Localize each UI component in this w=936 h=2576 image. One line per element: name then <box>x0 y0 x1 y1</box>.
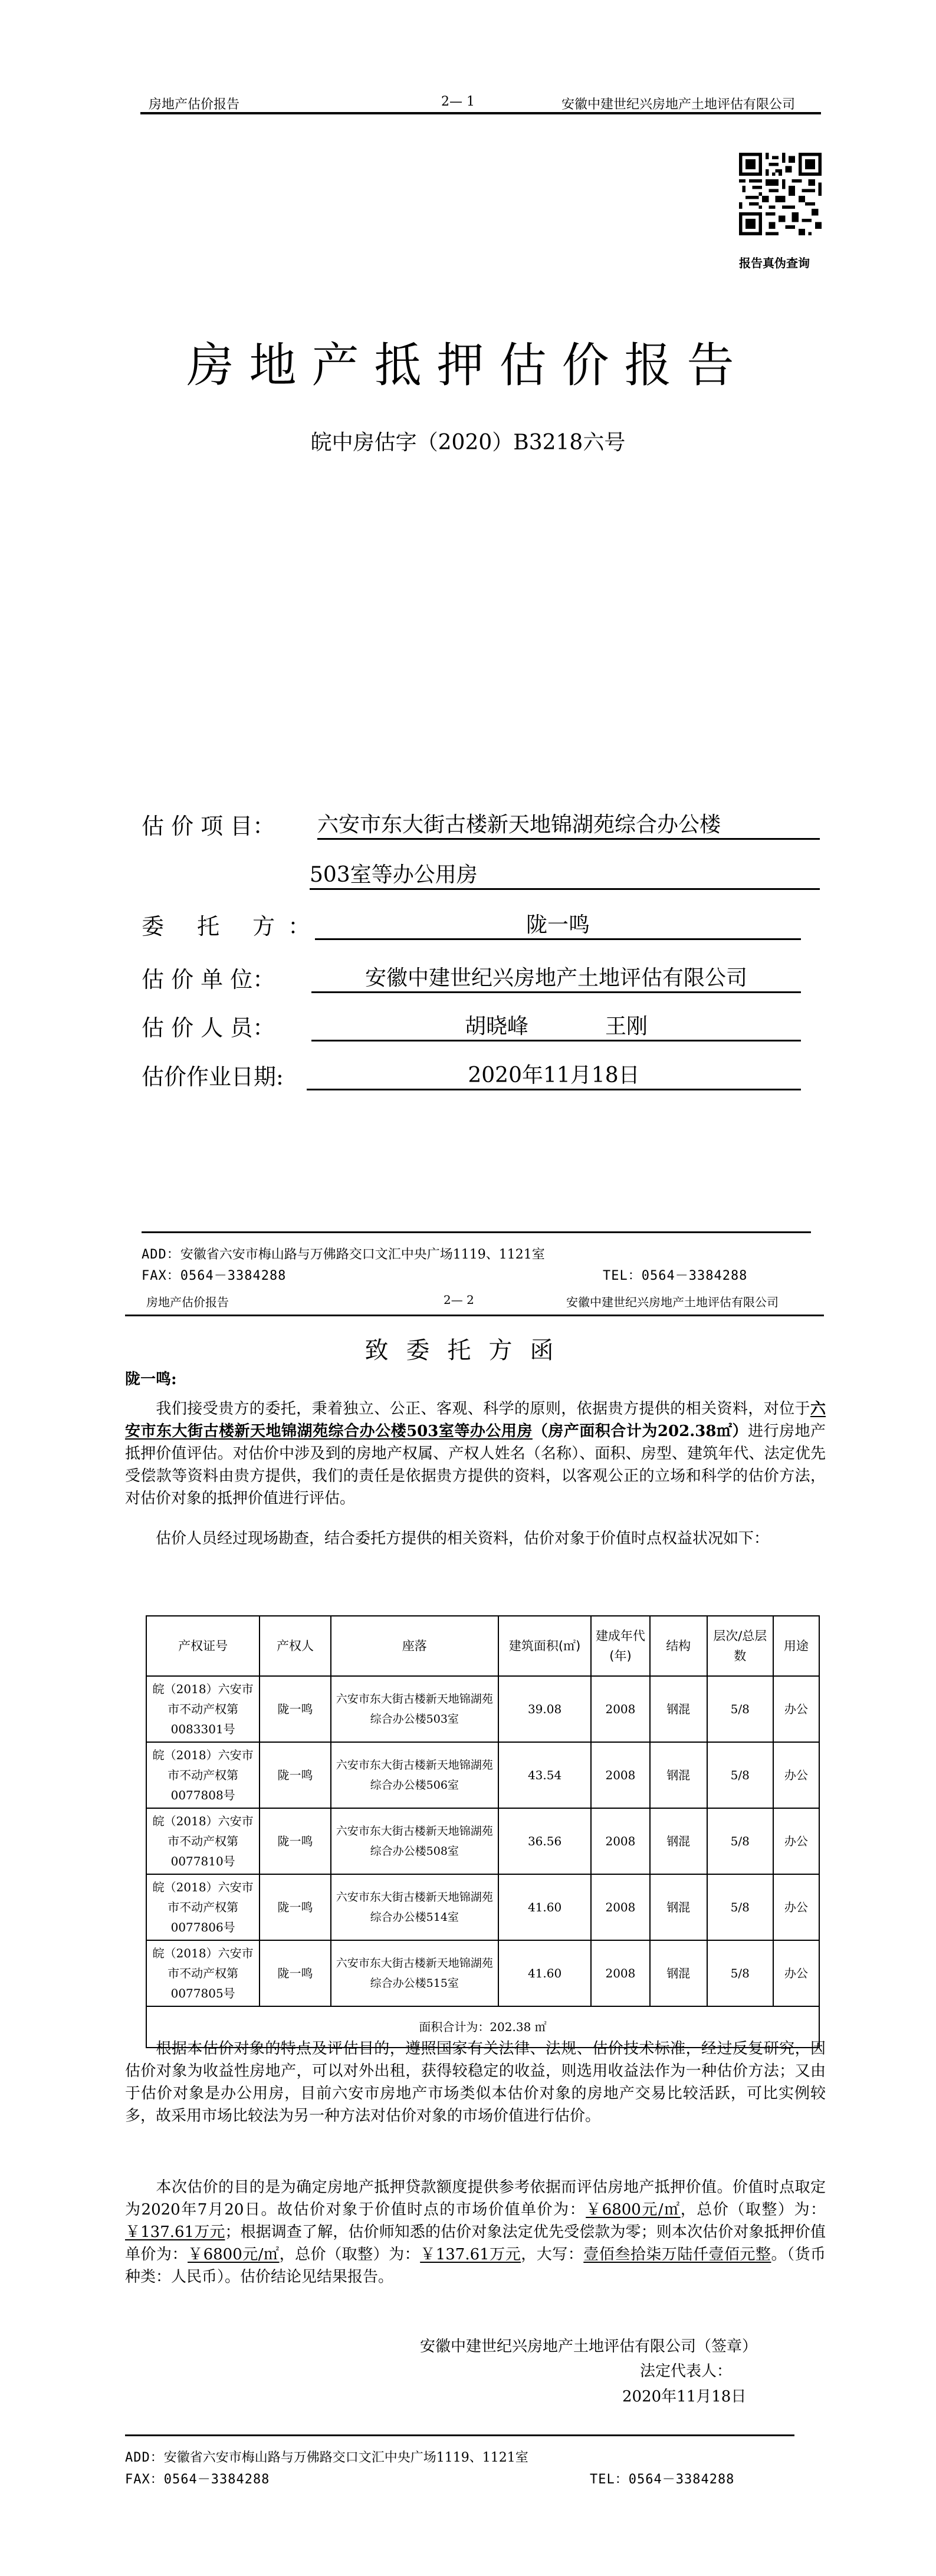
unit-value: 安徽中建世纪兴房地产土地评估有限公司 <box>311 961 801 993</box>
cell-year-built: 2008 <box>591 1742 649 1808</box>
cell-cert-number: 皖（2018）六安市市不动产权第0077808号 <box>146 1742 260 1808</box>
report-number: 皖中房估字（2020）B3218六号 <box>310 431 626 455</box>
footer-tel: TEL：0564－3384288 <box>603 1269 748 1283</box>
cell-year-built: 2008 <box>591 1940 649 2006</box>
cell-cert-number: 皖（2018）六安市市不动产权第0077810号 <box>146 1808 260 1874</box>
cell-cert-number: 皖（2018）六安市市不动产权第0083301号 <box>146 1676 260 1742</box>
header-page-number: 2— 1 <box>441 94 475 109</box>
cell-usage: 办公 <box>773 1676 819 1742</box>
cell-area: 36.56 <box>498 1808 591 1874</box>
cell-location: 六安市东大街古楼新天地锦湖苑综合办公楼506室 <box>331 1742 498 1808</box>
cell-year-built: 2008 <box>591 1676 649 1742</box>
header-left: 房地产估价报告 <box>146 1295 229 1309</box>
cell-floor: 5/8 <box>707 1874 773 1940</box>
cell-location: 六安市东大街古楼新天地锦湖苑综合办公楼503室 <box>331 1676 498 1742</box>
cell-area: 39.08 <box>498 1676 591 1742</box>
mortgage-total-price: ￥137.61万元 <box>420 2246 521 2263</box>
footer-fax: FAX：0564－3384288 <box>125 2472 270 2487</box>
cell-area: 41.60 <box>498 1874 591 1940</box>
qr-caption: 报告真伪查询 <box>739 256 810 270</box>
client-value: 陇一鸣 <box>315 908 801 940</box>
date-value: 2020年11月18日 <box>307 1059 801 1090</box>
property-table <box>146 1615 820 2048</box>
cell-floor: 5/8 <box>707 1940 773 2006</box>
report-title: 房地产抵押估价报告 <box>186 338 750 393</box>
address-label: ADD： <box>142 1247 180 1262</box>
p1-text-a: 我们接受贵方的委托，秉着独立、公正、客观、科学的原则，依据贵方提供的相关资料，对位于 <box>156 1400 810 1418</box>
cell-location: 六安市东大街古楼新天地锦湖苑综合办公楼508室 <box>331 1808 498 1874</box>
signature-company: 安徽中建世纪兴房地产土地评估有限公司（签章） <box>420 2338 758 2355</box>
col-header-owner: 产权人 <box>260 1616 330 1676</box>
header-left: 房地产估价报告 <box>149 97 240 112</box>
letter-title: 致委托方函 <box>364 1337 572 1364</box>
col-header-year: 建成年代(年) <box>591 1616 649 1676</box>
staff-label: 估 价 人 员： <box>142 1015 275 1041</box>
p4-text-b: ，总价（取整）为： <box>680 2201 826 2219</box>
staff-name-2: 王刚 <box>605 1014 648 1039</box>
cell-structure: 钢混 <box>650 1808 707 1874</box>
cell-cert-number: 皖（2018）六安市市不动产权第0077806号 <box>146 1874 260 1940</box>
address-value: 安徽省六安市梅山路与万佛路交口文汇中央广场1119、1121室 <box>163 2450 528 2465</box>
paragraph-1 <box>125 1398 826 1510</box>
cell-owner: 陇一鸣 <box>260 1808 330 1874</box>
footer-tel: TEL：0564－3384288 <box>590 2472 735 2487</box>
p4-text-e: ，大写： <box>521 2246 584 2263</box>
header-rule <box>140 112 821 114</box>
col-header-location: 座落 <box>331 1616 498 1676</box>
table-row <box>146 1940 819 2006</box>
cell-year-built: 2008 <box>591 1874 649 1940</box>
cell-owner: 陇一鸣 <box>260 1874 330 1940</box>
p4-text-d: ，总价（取整）为： <box>279 2246 421 2263</box>
address-value: 安徽省六安市梅山路与万佛路交口文汇中央广场1119、1121室 <box>180 1247 545 1262</box>
footer-fax: FAX：0564－3384288 <box>142 1269 287 1283</box>
cell-area: 41.60 <box>498 1940 591 2006</box>
date-label: 估价作业日期: <box>142 1064 284 1090</box>
cell-area: 43.54 <box>498 1742 591 1808</box>
cell-floor: 5/8 <box>707 1808 773 1874</box>
cell-location: 六安市东大街古楼新天地锦湖苑综合办公楼515室 <box>331 1940 498 2006</box>
paragraph-4 <box>125 2176 826 2288</box>
cell-owner: 陇一鸣 <box>260 1742 330 1808</box>
col-header-cert: 产权证号 <box>146 1616 260 1676</box>
paragraph-3 <box>125 2038 826 2127</box>
paragraph-2 <box>125 1527 826 1550</box>
cell-cert-number: 皖（2018）六安市市不动产权第0077805号 <box>146 1940 260 2006</box>
p2-text: 估价人员经过现场勘查，结合委托方提供的相关资料，估价对象于价值时点权益状况如下： <box>156 1530 770 1547</box>
staff-name-1: 胡晓峰 <box>464 1014 528 1039</box>
cell-structure: 钢混 <box>650 1742 707 1808</box>
footer-address <box>125 2447 528 2466</box>
cell-owner: 陇一鸣 <box>260 1940 330 2006</box>
cell-usage: 办公 <box>773 1874 819 1940</box>
cell-usage: 办公 <box>773 1940 819 2006</box>
table-row <box>146 1808 819 1874</box>
col-header-area: 建筑面积(㎡) <box>498 1616 591 1676</box>
signature-date: 2020年11月18日 <box>622 2388 747 2406</box>
cell-floor: 5/8 <box>707 1742 773 1808</box>
cell-usage: 办公 <box>773 1742 819 1808</box>
footer-rule <box>142 1231 811 1233</box>
signature-legal-rep: 法定代表人： <box>640 2363 733 2380</box>
p4-text-c: ；根据调查了解，估价师知悉的估价对象法定优先受偿款为零；则本次估价对象抵押价值单价为： <box>125 2223 826 2263</box>
header-rule <box>125 1315 824 1316</box>
market-unit-price: ￥6800元/㎡ <box>586 2201 681 2219</box>
project-label: 估 价 项 目： <box>142 813 275 839</box>
col-header-floor: 层次/总层数 <box>707 1616 773 1676</box>
staff-value <box>311 1010 801 1041</box>
cell-location: 六安市东大街古楼新天地锦湖苑综合办公楼514室 <box>331 1874 498 1940</box>
footer-address <box>142 1244 545 1263</box>
project-value-line1: 六安市东大街古楼新天地锦湖苑综合办公楼 <box>317 808 820 840</box>
market-total-price: ￥137.61万元 <box>125 2223 225 2241</box>
cell-structure: 钢混 <box>650 1676 707 1742</box>
mortgage-unit-price: ￥6800元/㎡ <box>188 2246 280 2263</box>
table-row <box>146 1742 819 1808</box>
table-row <box>146 1874 819 1940</box>
p4-text-a: 本次估价的目的是为确定房地产抵押贷款额度提供参考依据而评估房地产抵押价值。价值时点取定为2020年7月20日。故估价对象于价值时点的市场价值单价为： <box>125 2179 826 2219</box>
col-header-structure: 结构 <box>650 1616 707 1676</box>
cell-owner: 陇一鸣 <box>260 1676 330 1742</box>
footer-rule <box>125 2434 794 2436</box>
header-right: 安徽中建世纪兴房地产土地评估有限公司 <box>566 1295 779 1309</box>
p3-text: 根据本估价对象的特点及评估目的，遵照国家有关法律、法规、估价技术标准，经过反复研究，因估价对象为收益性房地产，可以对外出租，获得较稳定的收益，则选用收益法作为一种估价方法；又由于估价对象是办公用房，目前六安市房地产市场类似本估价对象的房地产交易比较活跃，可比实例较多，故采用市场比较法为另一种方法对估价对象的市场价值进行估价。 <box>125 2040 826 2125</box>
col-header-usage: 用途 <box>773 1616 819 1676</box>
qr-code-icon[interactable] <box>739 153 822 235</box>
cell-structure: 钢混 <box>650 1874 707 1940</box>
header-page-number: 2— 2 <box>444 1293 474 1307</box>
table-header-row <box>146 1616 819 1676</box>
address-label: ADD： <box>125 2450 164 2465</box>
p1-text-d: 进行房地产抵押价值评估。对估价中涉及到的房地产权属、产权人姓名（名称）、面积、房型、建筑年代、法定优先受偿款等资料由贵方提供，我们的责任是依据贵方提供的资料，以客观公正的立场和科学的估价方法，对估价对象的抵押价值进行评估。 <box>125 1422 826 1507</box>
cell-year-built: 2008 <box>591 1808 649 1874</box>
header-right: 安徽中建世纪兴房地产土地评估有限公司 <box>561 97 796 112</box>
unit-label: 估 价 单 位： <box>142 967 275 993</box>
p1-property-address: 六安市东大街古楼新天地锦湖苑综合办公楼503室等办公用房 <box>125 1400 826 1440</box>
total-area: 面积合计为：202.38 ㎡ <box>146 2006 819 2048</box>
project-value-line2: 503室等办公用房 <box>310 858 820 890</box>
p1-area-note: （房产面积合计为202.38㎡） <box>532 1422 748 1440</box>
cell-usage: 办公 <box>773 1808 819 1874</box>
capital-amount: 壹佰叁拾柒万陆仟壹佰元整 <box>583 2246 771 2263</box>
p4-text-f: 。（货币种类：人民币）。估价结论见结果报告。 <box>125 2246 826 2286</box>
client-label: 委 托 方： <box>142 914 324 939</box>
cell-structure: 钢混 <box>650 1940 707 2006</box>
table-row <box>146 1676 819 1742</box>
cell-floor: 5/8 <box>707 1676 773 1742</box>
salutation: 陇一鸣: <box>125 1371 177 1388</box>
